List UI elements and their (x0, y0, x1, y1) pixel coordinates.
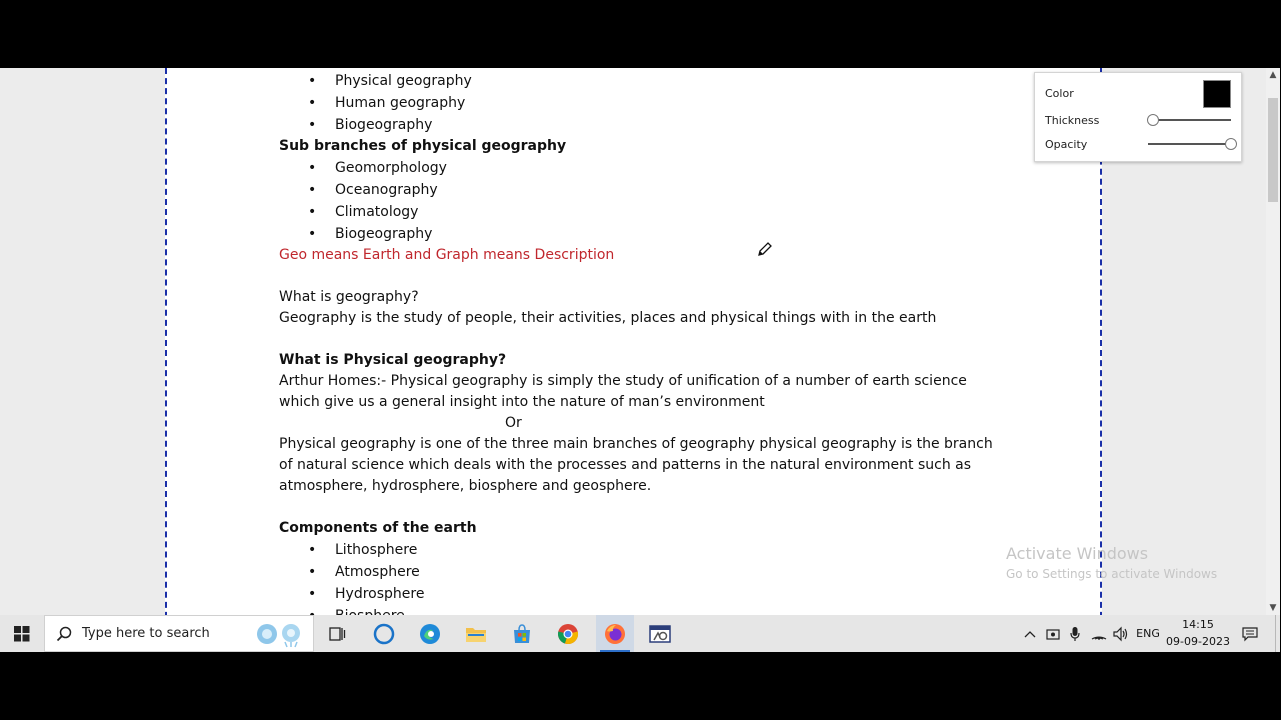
letterbox-bottom (0, 652, 1280, 720)
bullet: • (308, 160, 317, 176)
answer-geography: Geography is the study of people, their activities, places and physical things with in the earth (279, 310, 937, 326)
volume-icon[interactable] (1111, 615, 1131, 652)
answer-physical-line: Arthur Homes:- Physical geography is simply the study of unification of a number of earth science (279, 373, 967, 389)
letterbox-top (0, 0, 1280, 68)
pen-settings-popup (1034, 72, 1242, 162)
bullet: • (308, 117, 317, 133)
answer-physical-line: atmosphere, hydrosphere, biosphere and geosphere. (279, 478, 652, 494)
scroll-up-arrow-icon[interactable]: ▲ (1269, 70, 1277, 80)
firefox-icon[interactable] (596, 615, 634, 652)
notifications-icon[interactable] (1238, 615, 1262, 652)
or-text: Or (505, 415, 522, 431)
question-geography: What is geography? (279, 289, 419, 305)
opacity-slider-knob[interactable] (1225, 138, 1237, 150)
show-desktop-button[interactable] (1275, 615, 1281, 652)
search-highlight-icon (251, 620, 309, 648)
pencil-cursor-icon (756, 240, 774, 258)
task-view-icon[interactable] (322, 615, 352, 652)
opacity-label: Opacity (1045, 138, 1088, 151)
red-note: Geo means Earth and Graph means Description (279, 247, 615, 263)
search-placeholder: Type here to search (82, 626, 210, 641)
thickness-label: Thickness (1045, 114, 1100, 127)
bullet: • (308, 182, 317, 198)
list-item-text: Human geography (335, 95, 466, 111)
bullet: • (308, 586, 317, 602)
document-page (165, 68, 1102, 628)
bullet: • (308, 564, 317, 580)
app-icon[interactable] (645, 615, 675, 652)
chrome-icon[interactable] (553, 615, 583, 652)
clock-time[interactable]: 14:15 (1182, 618, 1214, 631)
store-icon[interactable] (507, 615, 537, 652)
windows-start-icon[interactable] (0, 615, 44, 652)
language-indicator[interactable]: ENG (1136, 627, 1160, 640)
list-item-text: Climatology (335, 204, 419, 220)
edge-icon[interactable] (415, 615, 445, 652)
file-explorer-icon[interactable] (461, 615, 491, 652)
color-swatch[interactable] (1203, 80, 1231, 108)
list-item-text: Oceanography (335, 182, 438, 198)
microphone-icon[interactable] (1066, 615, 1084, 652)
vertical-scrollbar[interactable] (1266, 68, 1280, 615)
clock-date[interactable]: 09-09-2023 (1166, 635, 1230, 648)
list-item-text: Hydrosphere (335, 586, 425, 602)
scrollbar-thumb[interactable] (1268, 98, 1278, 202)
activate-windows-subtitle: Go to Settings to activate Windows (1006, 567, 1218, 581)
list-item-text: Biogeography (335, 226, 433, 242)
taskbar-search-box[interactable] (44, 615, 314, 652)
thickness-slider[interactable] (1153, 119, 1231, 121)
bullet: • (308, 73, 317, 89)
list-item-text: Atmosphere (335, 564, 420, 580)
wifi-icon[interactable] (1089, 615, 1109, 652)
answer-physical-line: of natural science which deals with the processes and patterns in the natural environment such as (279, 457, 972, 473)
taskbar (0, 615, 1280, 652)
activate-windows-title: Activate Windows (1006, 544, 1149, 563)
color-label: Color (1045, 87, 1074, 100)
chevron-up-icon[interactable] (1021, 615, 1039, 652)
meet-now-icon[interactable] (1044, 615, 1062, 652)
list-item-text: Geomorphology (335, 160, 447, 176)
scroll-down-arrow-icon[interactable]: ▼ (1269, 603, 1277, 613)
question-physical-geography: What is Physical geography? (279, 352, 507, 368)
list-item-text: Physical geography (335, 73, 472, 89)
bullet: • (308, 95, 317, 111)
answer-physical-line: which give us a general insight into the nature of man’s environment (279, 394, 765, 410)
thickness-slider-knob[interactable] (1147, 114, 1159, 126)
cortana-icon[interactable] (369, 615, 399, 652)
bullet: • (308, 226, 317, 242)
answer-physical-line: Physical geography is one of the three main branches of geography physical geography is the branch (279, 436, 993, 452)
bullet: • (308, 542, 317, 558)
list-item-text: Biogeography (335, 117, 433, 133)
heading-sub-branches: Sub branches of physical geography (279, 138, 567, 154)
document-viewer[interactable] (0, 68, 1280, 615)
bullet: • (308, 204, 317, 220)
opacity-slider[interactable] (1148, 143, 1231, 145)
search-icon (56, 626, 72, 642)
heading-components: Components of the earth (279, 520, 477, 536)
list-item-text: Lithosphere (335, 542, 418, 558)
